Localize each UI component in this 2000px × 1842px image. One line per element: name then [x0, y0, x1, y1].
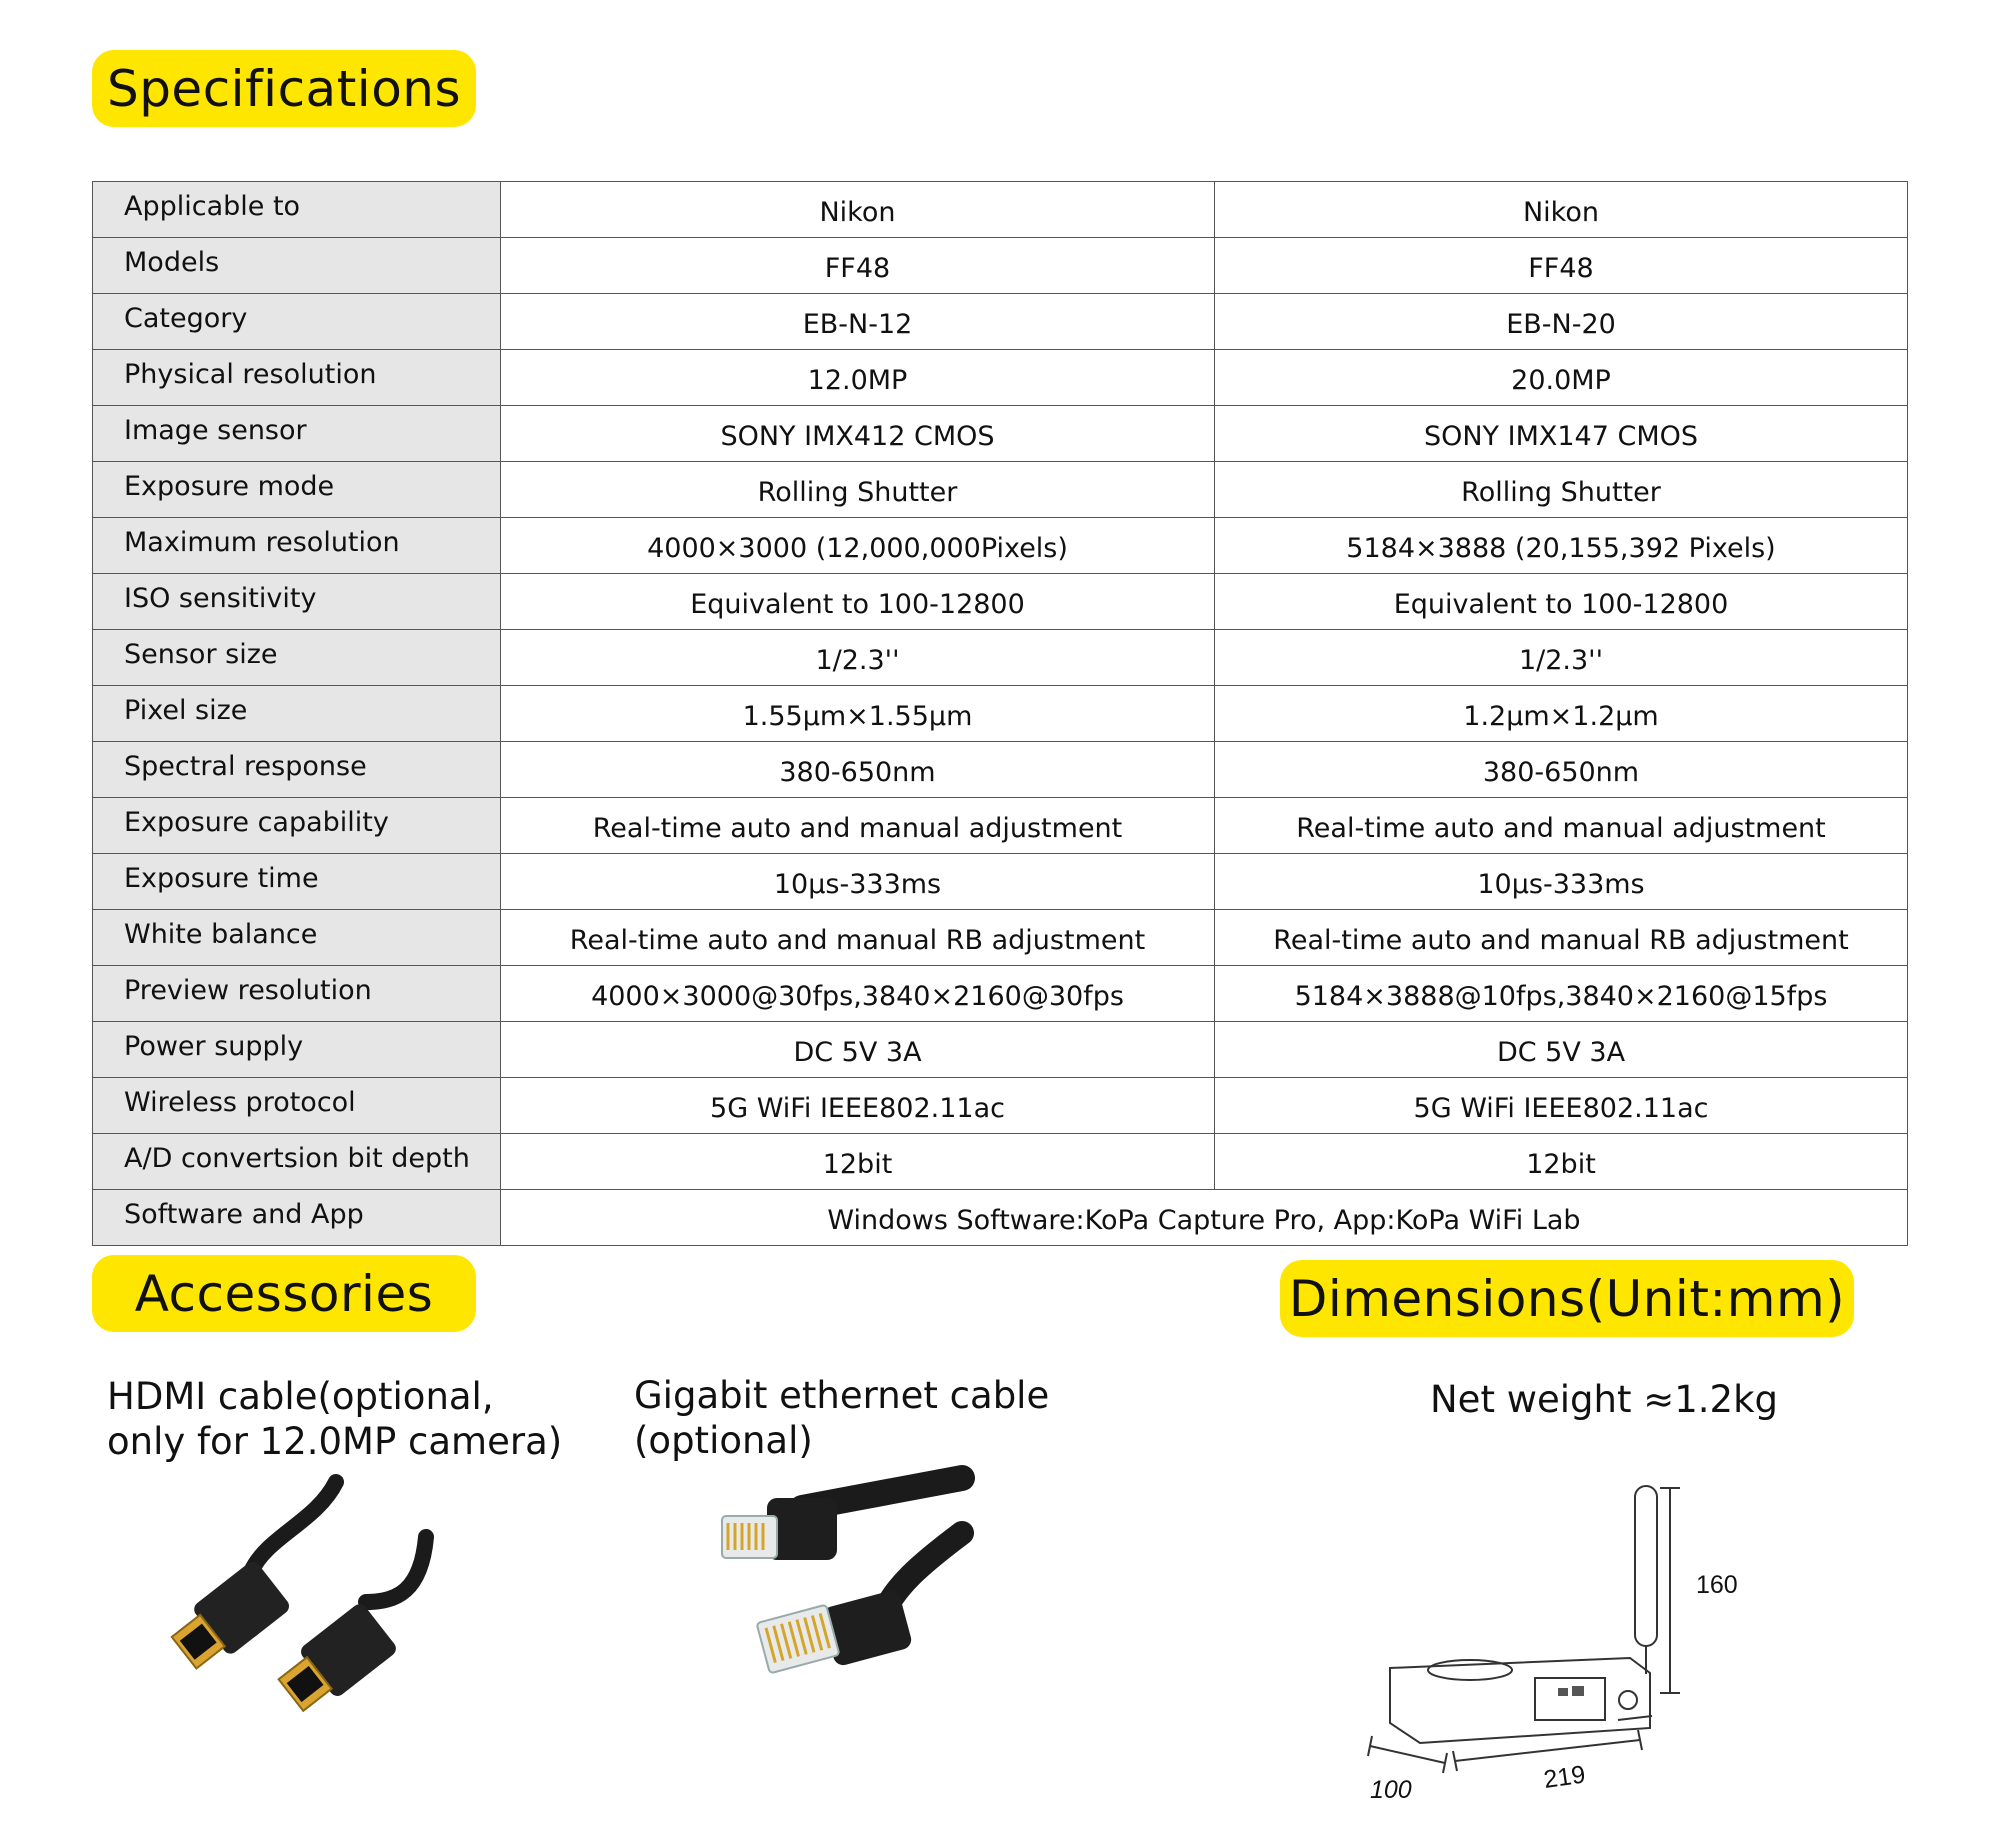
- row-value-col1: 4000×3000 (12,000,000Pixels): [501, 518, 1215, 574]
- table-row: [93, 630, 1908, 686]
- row-value-col2: Nikon: [1215, 182, 1908, 238]
- net-weight: Net weight ≈1.2kg: [1430, 1378, 1778, 1421]
- row-label: Maximum resolution: [93, 518, 501, 574]
- row-value-col1: Real-time auto and manual adjustment: [501, 798, 1215, 854]
- table-row: [93, 182, 1908, 238]
- row-value-col1: SONY IMX412 CMOS: [501, 406, 1215, 462]
- row-value-col2: FF48: [1215, 238, 1908, 294]
- row-label: Physical resolution: [93, 350, 501, 406]
- ethernet-label-line2: (optional): [634, 1419, 813, 1462]
- row-value-col1: Nikon: [501, 182, 1215, 238]
- row-value-col2: 10μs-333ms: [1215, 854, 1908, 910]
- hdmi-cable-image: [196, 1482, 436, 1692]
- row-value-col2: 5184×3888 (20,155,392 Pixels): [1215, 518, 1908, 574]
- table-row: [93, 854, 1908, 910]
- table-row: [93, 1022, 1908, 1078]
- specifications-title: Specifications: [92, 50, 476, 127]
- dim-depth: 100: [1370, 1776, 1412, 1804]
- specifications-table-body: [93, 182, 1908, 1246]
- table-row: [93, 1078, 1908, 1134]
- row-value-col2: 1.2μm×1.2μm: [1215, 686, 1908, 742]
- ethernet-cable-label: [634, 1373, 1049, 1463]
- row-label: Power supply: [93, 1022, 501, 1078]
- row-value-col2: DC 5V 3A: [1215, 1022, 1908, 1078]
- row-value-col1: 12.0MP: [501, 350, 1215, 406]
- table-row: [93, 350, 1908, 406]
- table-row: [93, 294, 1908, 350]
- row-label: Pixel size: [93, 686, 501, 742]
- hdmi-label-line2: only for 12.0MP camera): [107, 1420, 563, 1463]
- hdmi-label-line1: HDMI cable(optional,: [107, 1375, 494, 1418]
- row-label: ISO sensitivity: [93, 574, 501, 630]
- row-label: Preview resolution: [93, 966, 501, 1022]
- table-row: [93, 966, 1908, 1022]
- row-value-col1: 380-650nm: [501, 742, 1215, 798]
- row-value-col2: 5184×3888@10fps,3840×2160@15fps: [1215, 966, 1908, 1022]
- row-value-col2: EB-N-20: [1215, 294, 1908, 350]
- row-value-col1: Rolling Shutter: [501, 462, 1215, 518]
- accessories-title: Accessories: [92, 1255, 476, 1332]
- specifications-table: [92, 181, 1908, 1246]
- row-label: Software and App: [93, 1190, 501, 1246]
- row-value-col1: Equivalent to 100-12800: [501, 574, 1215, 630]
- row-value-col1: 10μs-333ms: [501, 854, 1215, 910]
- table-row-software: [93, 1190, 1908, 1246]
- row-label: White balance: [93, 910, 501, 966]
- table-row: [93, 518, 1908, 574]
- ethernet-label-line1: Gigabit ethernet cable: [634, 1374, 1050, 1417]
- table-row: [93, 238, 1908, 294]
- table-row: [93, 798, 1908, 854]
- row-label: Wireless protocol: [93, 1078, 501, 1134]
- device-dimension-drawing: [1360, 1478, 1738, 1808]
- table-row: [93, 742, 1908, 798]
- table-row: [93, 910, 1908, 966]
- row-value-col2: Equivalent to 100-12800: [1215, 574, 1908, 630]
- row-value-col1: 1.55μm×1.55μm: [501, 686, 1215, 742]
- table-row: [93, 574, 1908, 630]
- table-row: [93, 462, 1908, 518]
- row-label: Spectral response: [93, 742, 501, 798]
- row-value-col2: Rolling Shutter: [1215, 462, 1908, 518]
- row-value-col2: Real-time auto and manual RB adjustment: [1215, 910, 1908, 966]
- row-value-col1: FF48: [501, 238, 1215, 294]
- row-label: Exposure mode: [93, 462, 501, 518]
- table-row: [93, 1134, 1908, 1190]
- hdmi-cable-label: [107, 1374, 562, 1464]
- row-value-col2: 12bit: [1215, 1134, 1908, 1190]
- row-label: Models: [93, 238, 501, 294]
- row-label: Applicable to: [93, 182, 501, 238]
- ethernet-cable-image: [712, 1478, 972, 1718]
- row-value-col1: Real-time auto and manual RB adjustment: [501, 910, 1215, 966]
- row-label: Category: [93, 294, 501, 350]
- dimensions-title: Dimensions(Unit:mm): [1280, 1260, 1854, 1337]
- row-value-col2: 5G WiFi IEEE802.11ac: [1215, 1078, 1908, 1134]
- dim-height: 160: [1696, 1571, 1738, 1599]
- row-value-col1: 5G WiFi IEEE802.11ac: [501, 1078, 1215, 1134]
- row-value-col2: SONY IMX147 CMOS: [1215, 406, 1908, 462]
- row-label: Image sensor: [93, 406, 501, 462]
- row-label: A/D convertsion bit depth: [93, 1134, 501, 1190]
- table-row: [93, 406, 1908, 462]
- row-value-col2: Real-time auto and manual adjustment: [1215, 798, 1908, 854]
- row-value-col1: 12bit: [501, 1134, 1215, 1190]
- software-value: Windows Software:KoPa Capture Pro, App:KoPa WiFi Lab: [501, 1190, 1908, 1246]
- row-value-col1: 4000×3000@30fps,3840×2160@30fps: [501, 966, 1215, 1022]
- table-row: [93, 686, 1908, 742]
- row-value-col2: 20.0MP: [1215, 350, 1908, 406]
- dim-width: 219: [1541, 1760, 1588, 1794]
- row-label: Sensor size: [93, 630, 501, 686]
- row-value-col1: 1/2.3'': [501, 630, 1215, 686]
- row-value-col1: DC 5V 3A: [501, 1022, 1215, 1078]
- row-label: Exposure time: [93, 854, 501, 910]
- row-value-col1: EB-N-12: [501, 294, 1215, 350]
- row-value-col2: 1/2.3'': [1215, 630, 1908, 686]
- row-value-col2: 380-650nm: [1215, 742, 1908, 798]
- row-label: Exposure capability: [93, 798, 501, 854]
